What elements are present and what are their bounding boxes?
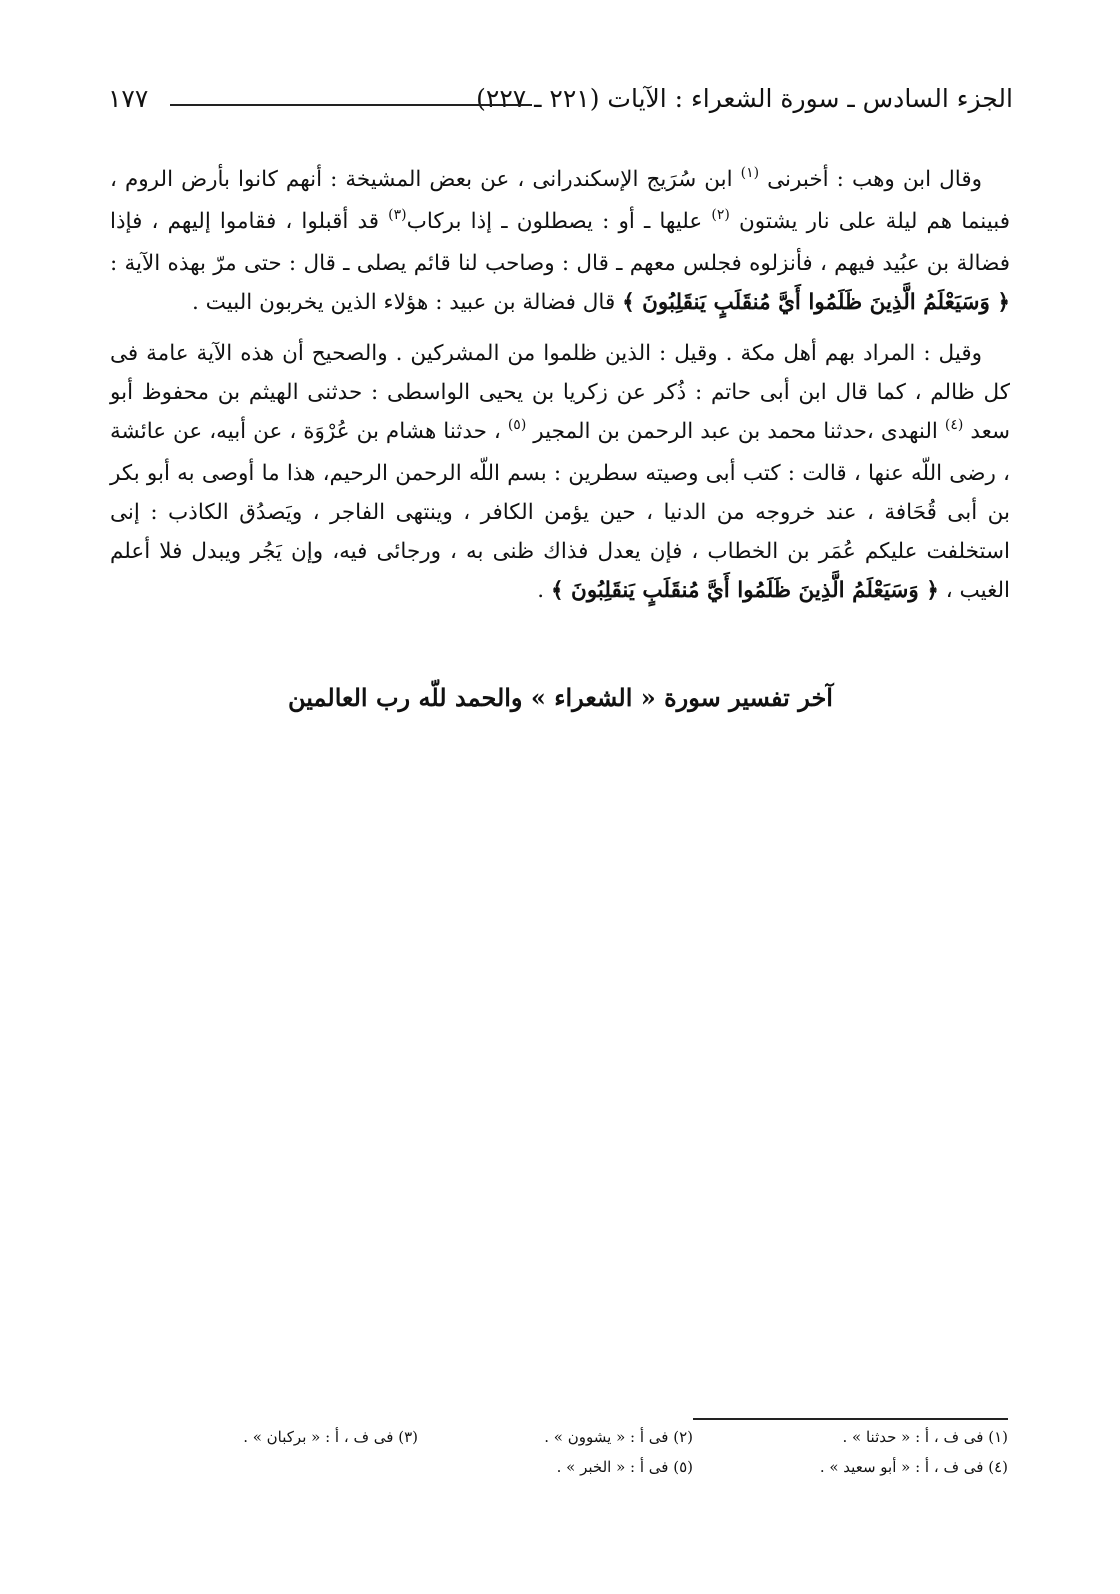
footnote: (١) فى ف ، أ : « حدثنا » .	[842, 1428, 1008, 1446]
text-run: وقيل : المراد بهم أهل مكة . وقيل : الذين ظلموا من المشركين . والصحيح أن هذه الآية عامة فى كل ظالم ، كما قال ابن أبى حاتم : ذُكر عن زكريا بن يحيى الواسطى : حدثنى الهيثم بن محفوظ أبو سعد	[110, 341, 1010, 444]
footnote-reference: (٢)	[711, 207, 730, 223]
footnotes	[108, 1428, 1008, 1488]
text-run: .	[537, 578, 551, 603]
paragraph	[110, 334, 1010, 610]
paragraph	[110, 160, 1010, 322]
footnote-reference: (٤)	[944, 417, 964, 433]
body-text	[110, 160, 1010, 610]
footnote: (٥) فى أ : « الخبر » .	[556, 1458, 693, 1476]
header-title: الجزء السادس ـ سورة الشعراء : الآيات (٢٢١ ـ ٢٢٧)	[476, 84, 1013, 113]
text-run: ابن سُرَيج الإسكندرانى ، عن بعض المشيخة : أنهم كانوا بأرض الروم ، فبينما هم ليلة على نار يشتون	[110, 167, 1010, 234]
footnote: (٤) فى ف ، أ : « أبو سعيد » .	[819, 1458, 1008, 1476]
quran-verse: ﴿ وَسَيَعْلَمُ الَّذِينَ ظَلَمُوا أَيَّ مُنقَلَبٍ يَنقَلِبُونَ ﴾	[550, 578, 939, 603]
text-run: عليها ـ أو : يصطلون ـ إذا بركاب	[406, 209, 712, 234]
footnote: (٣) فى ف ، أ : « بركبان » .	[243, 1428, 418, 1446]
text-run: النهدى ،حدثنا محمد بن عبد الرحمن بن المجير	[526, 419, 945, 444]
footnote: (٢) فى أ : « يشوون » .	[544, 1428, 693, 1446]
quran-verse: ﴿ وَسَيَعْلَمُ الَّذِينَ ظَلَمُوا أَيَّ مُنقَلَبٍ يَنقَلِبُونَ ﴾	[622, 290, 1010, 315]
footnote-row	[108, 1428, 1008, 1458]
footnote-reference: (٥)	[507, 417, 527, 433]
page-number: ١٧٧	[108, 84, 149, 113]
text-run: قد أقبلوا ، فقاموا إليهم ، فإذا فضالة بن عبُيد فيهم ، فأنزلوه فجلس معهم ـ قال : وصاحب لنا قائم يصلى ـ قال : حتى مرّ بهذه الآية :	[110, 209, 1010, 276]
footnote-reference: (١)	[740, 165, 760, 181]
header-rule	[170, 104, 532, 106]
running-header	[108, 82, 1013, 122]
text-run: قال فضالة بن عبيد : هؤلاء الذين يخربون البيت .	[192, 290, 623, 315]
footnote-row	[108, 1458, 1008, 1488]
text-run: وقال ابن وهب : أخبرنى	[759, 167, 982, 192]
footnote-reference: (٣)	[388, 207, 407, 223]
text-run: ، حدثنا هشام بن عُرْوَة ، عن أبيه، عن عائشة ، رضى اللّه عنها ، قالت : كتب أبى وصيته سطرين : بسم اللّه الرحمن الرحيم، هذا ما أوصى به أبو بكر بن أبى قُحَافة ، عند خروجه من الدنيا ، حين يؤمن الكافر ، وينتهى الفاجر ، ويَصدُق الكاذب : إنى استخلفت عليكم عُمَر بن الخطاب ، فإن يعدل فذاك ظنى به ، ورجائى فيه، وإن يَجُر ويبدل فلا أعلم الغيب ،	[110, 419, 1010, 603]
closing-line: آخر تفسير سورة « الشعراء » والحمد للّه رب العالمين	[288, 683, 833, 712]
footnote-rule	[693, 1418, 1008, 1420]
